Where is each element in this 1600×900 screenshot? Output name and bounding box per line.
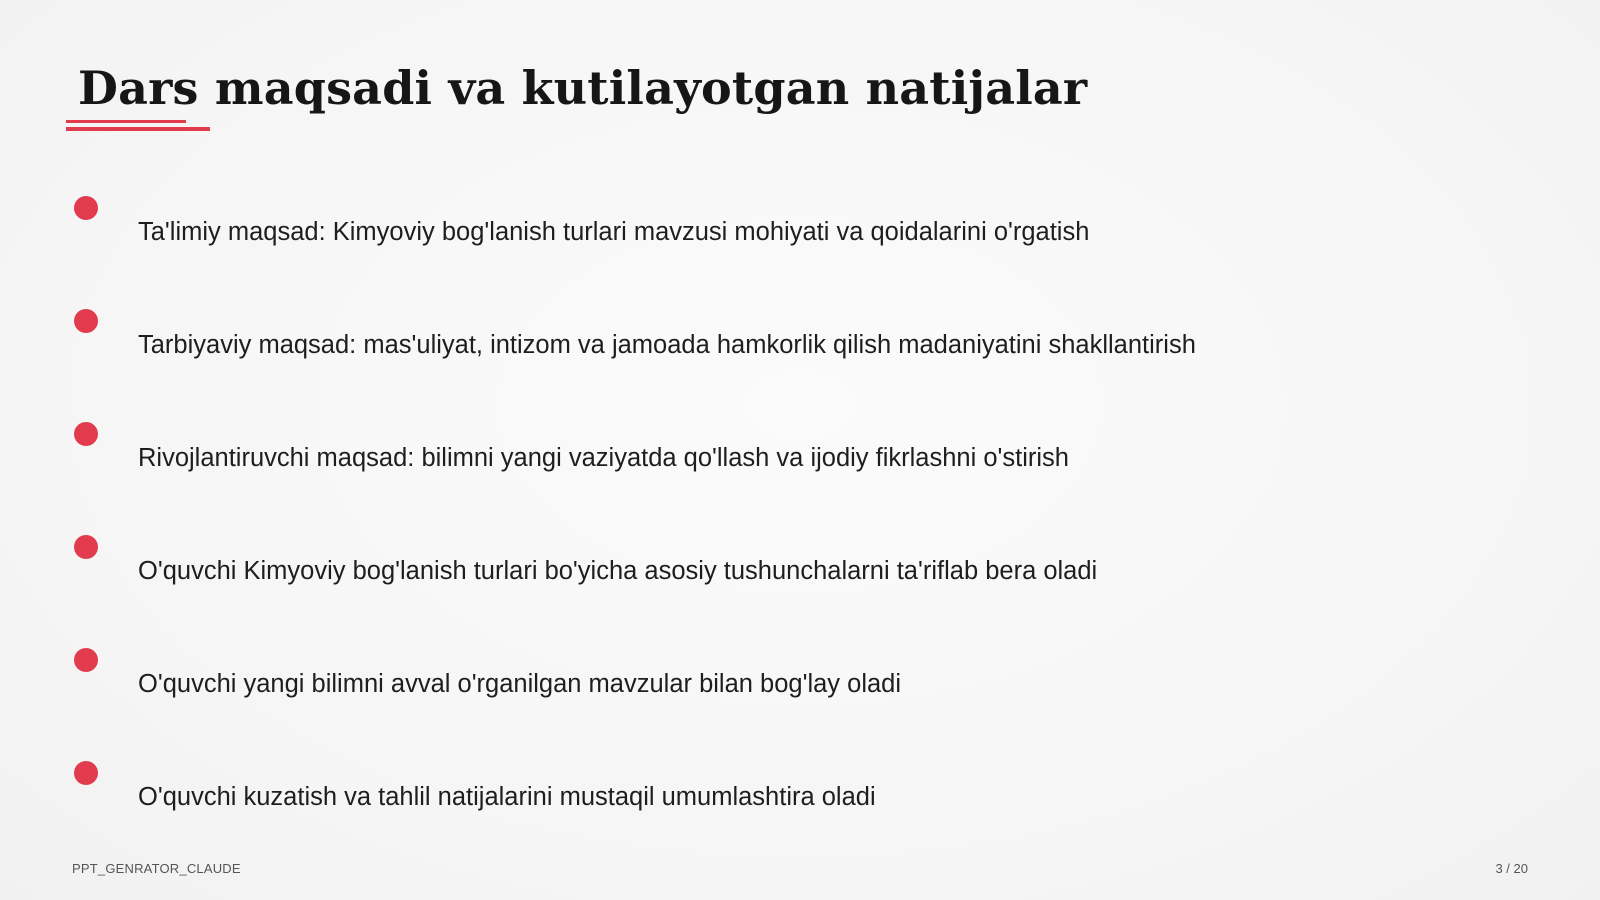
bullet-text: Ta'limiy maqsad: Kimyoviy bog'lanish turlari mavzusi mohiyati va qoidalarini o'rgatish [138,218,1090,246]
bullet-item [0,648,1600,728]
bullet-text: O'quvchi Kimyoviy bog'lanish turlari bo'yicha asosiy tushunchalarni ta'riflab bera oladi [138,557,1098,585]
slide-title: Dars maqsadi va kutilayotgan natijalar [78,61,1088,115]
bullet-item [0,309,1600,389]
bullet-dot-icon [74,309,98,333]
bullet-item [0,196,1600,276]
bullet-item [0,535,1600,615]
page-indicator: 3 / 20 [1495,861,1528,876]
bullet-dot-icon [74,422,98,446]
bullet-dot-icon [74,196,98,220]
bullet-item [0,761,1600,841]
bullet-dot-icon [74,535,98,559]
bullet-text: O'quvchi kuzatish va tahlil natijalarini mustaqil umumlashtira oladi [138,783,876,811]
bullet-text: Rivojlantiruvchi maqsad: bilimni yangi vaziyatda qo'llash va ijodiy fikrlashni o'stirish [138,444,1069,472]
bullet-item [0,422,1600,502]
bullet-dot-icon [74,761,98,785]
bullet-text: O'quvchi yangi bilimni avval o'rganilgan mavzular bilan bog'lay oladi [138,670,902,698]
bullet-dot-icon [74,648,98,672]
footer-generator-label: PPT_GENRATOR_CLAUDE [72,861,241,876]
bullet-text: Tarbiyaviy maqsad: mas'uliyat, intizom va jamoada hamkorlik qilish madaniyatini shakllantirish [138,331,1196,359]
